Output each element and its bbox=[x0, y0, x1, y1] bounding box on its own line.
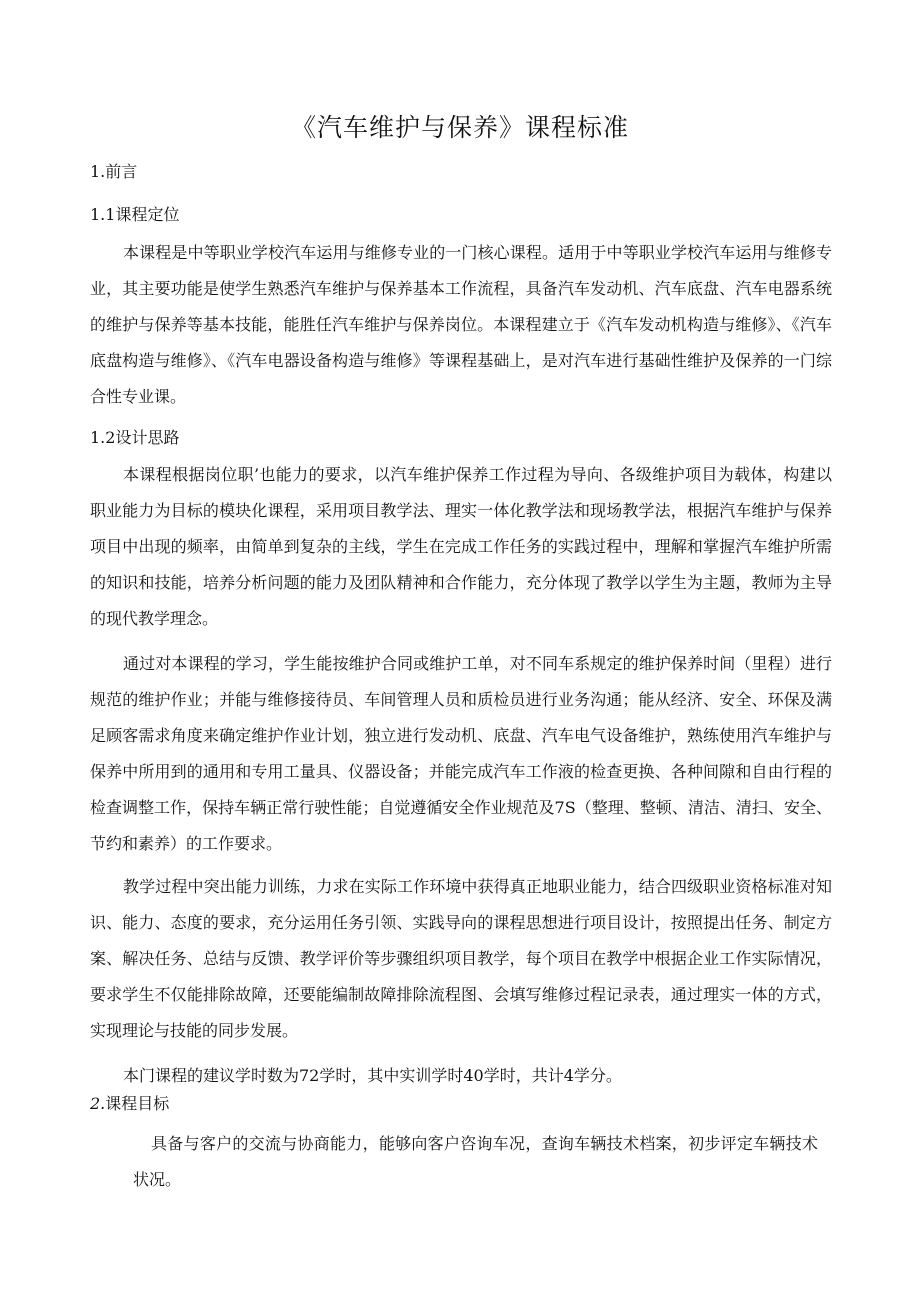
section-heading-course-positioning: 1.1课程定位 bbox=[90, 205, 180, 224]
document-title: 《汽车维护与保养》课程标准 bbox=[290, 113, 629, 142]
paragraph-design-ideas-1: 本课程根据岗位职’也能力的要求，以汽车维护保养工作过程为导向、各级维护项目为载体，构建以职业能力为目标的模块化课程，采用项目教学法、理实一体化教学法和现场教学法，根据汽车维护与保养项目中出现的频率，由简单到复杂的主线，学生在完成工作任务的实践过程中，理解和掌握汽车维护所需的知识和技能，培养分析问题的能力及团队精神和合作能力，充分体现了教学以学生为主题，教师为主导的现代教学理念。 bbox=[90, 465, 832, 628]
paragraph-course-goal-1: 具备与客户的交流与协商能力，能够向客户咨询车况，查询车辆技术档案，初步评定车辆技术状况。 bbox=[133, 1134, 818, 1189]
paragraph-credit-hours: 本门课程的建议学时数为72学时，其中实训学时40学时，共计4学分。 bbox=[123, 1066, 622, 1085]
section-number: 2. bbox=[90, 1094, 106, 1113]
paragraph-design-ideas-2: 通过对本课程的学习，学生能按维护合同或维护工单，对不同车系规定的维护保养时间（里程）进行规范的维护作业；并能与维修接待员、车间管理人员和质检员进行业务沟通；能从经济、安全、环保及满足顾客需求角度来确定维护作业计划，独立进行发动机、底盘、汽车电气设备维护，熟练使用汽车维护与保养中所用到的通用和专用工量具、仪器设备；并能完成汽车工作液的检查更换、各种间隙和自由行程的检查调整工作，保持车辆正常行驶性能；自觉遵循安全作业规范及7S（整理、整顿、清洁、清扫、安全、节约和素养）的工作要求。 bbox=[90, 654, 832, 853]
section-heading-preface: 1.前言 bbox=[90, 162, 138, 181]
paragraph-design-ideas-3: 教学过程中突出能力训练，力求在实际工作环境中获得真正地职业能力，结合四级职业资格标准对知识、能力、态度的要求，充分运用任务引领、实践导向的课程思想进行项目设计，按照提出任务、制定方案、解决任务、总结与反馈、教学评价等步骤组织项目教学，每个项目在教学中根据企业工作实际情况，要求学生不仅能排除故障，还要能编制故障排除流程图、会填写维修过程记录表，通过理实一体的方式，实现理论与技能的同步发展。 bbox=[90, 877, 832, 1040]
paragraph-course-positioning: 本课程是中等职业学校汽车运用与维修专业的一门核心课程。适用于中等职业学校汽车运用与维修专业，其主要功能是使学生熟悉汽车维护与保养基本工作流程，具备汽车发动机、汽车底盘、汽车电器系统的维护与保养等基本技能，能胜任汽车维护与保养岗位。本课程建立于《汽车发动机构造与维修》、《汽车底盘构造与维修》、《汽车电器设备构造与维修》等课程基础上，是对汽车进行基础性维护及保养的一门综合性专业课。 bbox=[90, 243, 832, 406]
section-title-text: 课程目标 bbox=[105, 1094, 170, 1113]
section-heading-design-ideas: 1.2设计思路 bbox=[90, 428, 180, 447]
section-heading-course-goals bbox=[90, 1094, 169, 1114]
